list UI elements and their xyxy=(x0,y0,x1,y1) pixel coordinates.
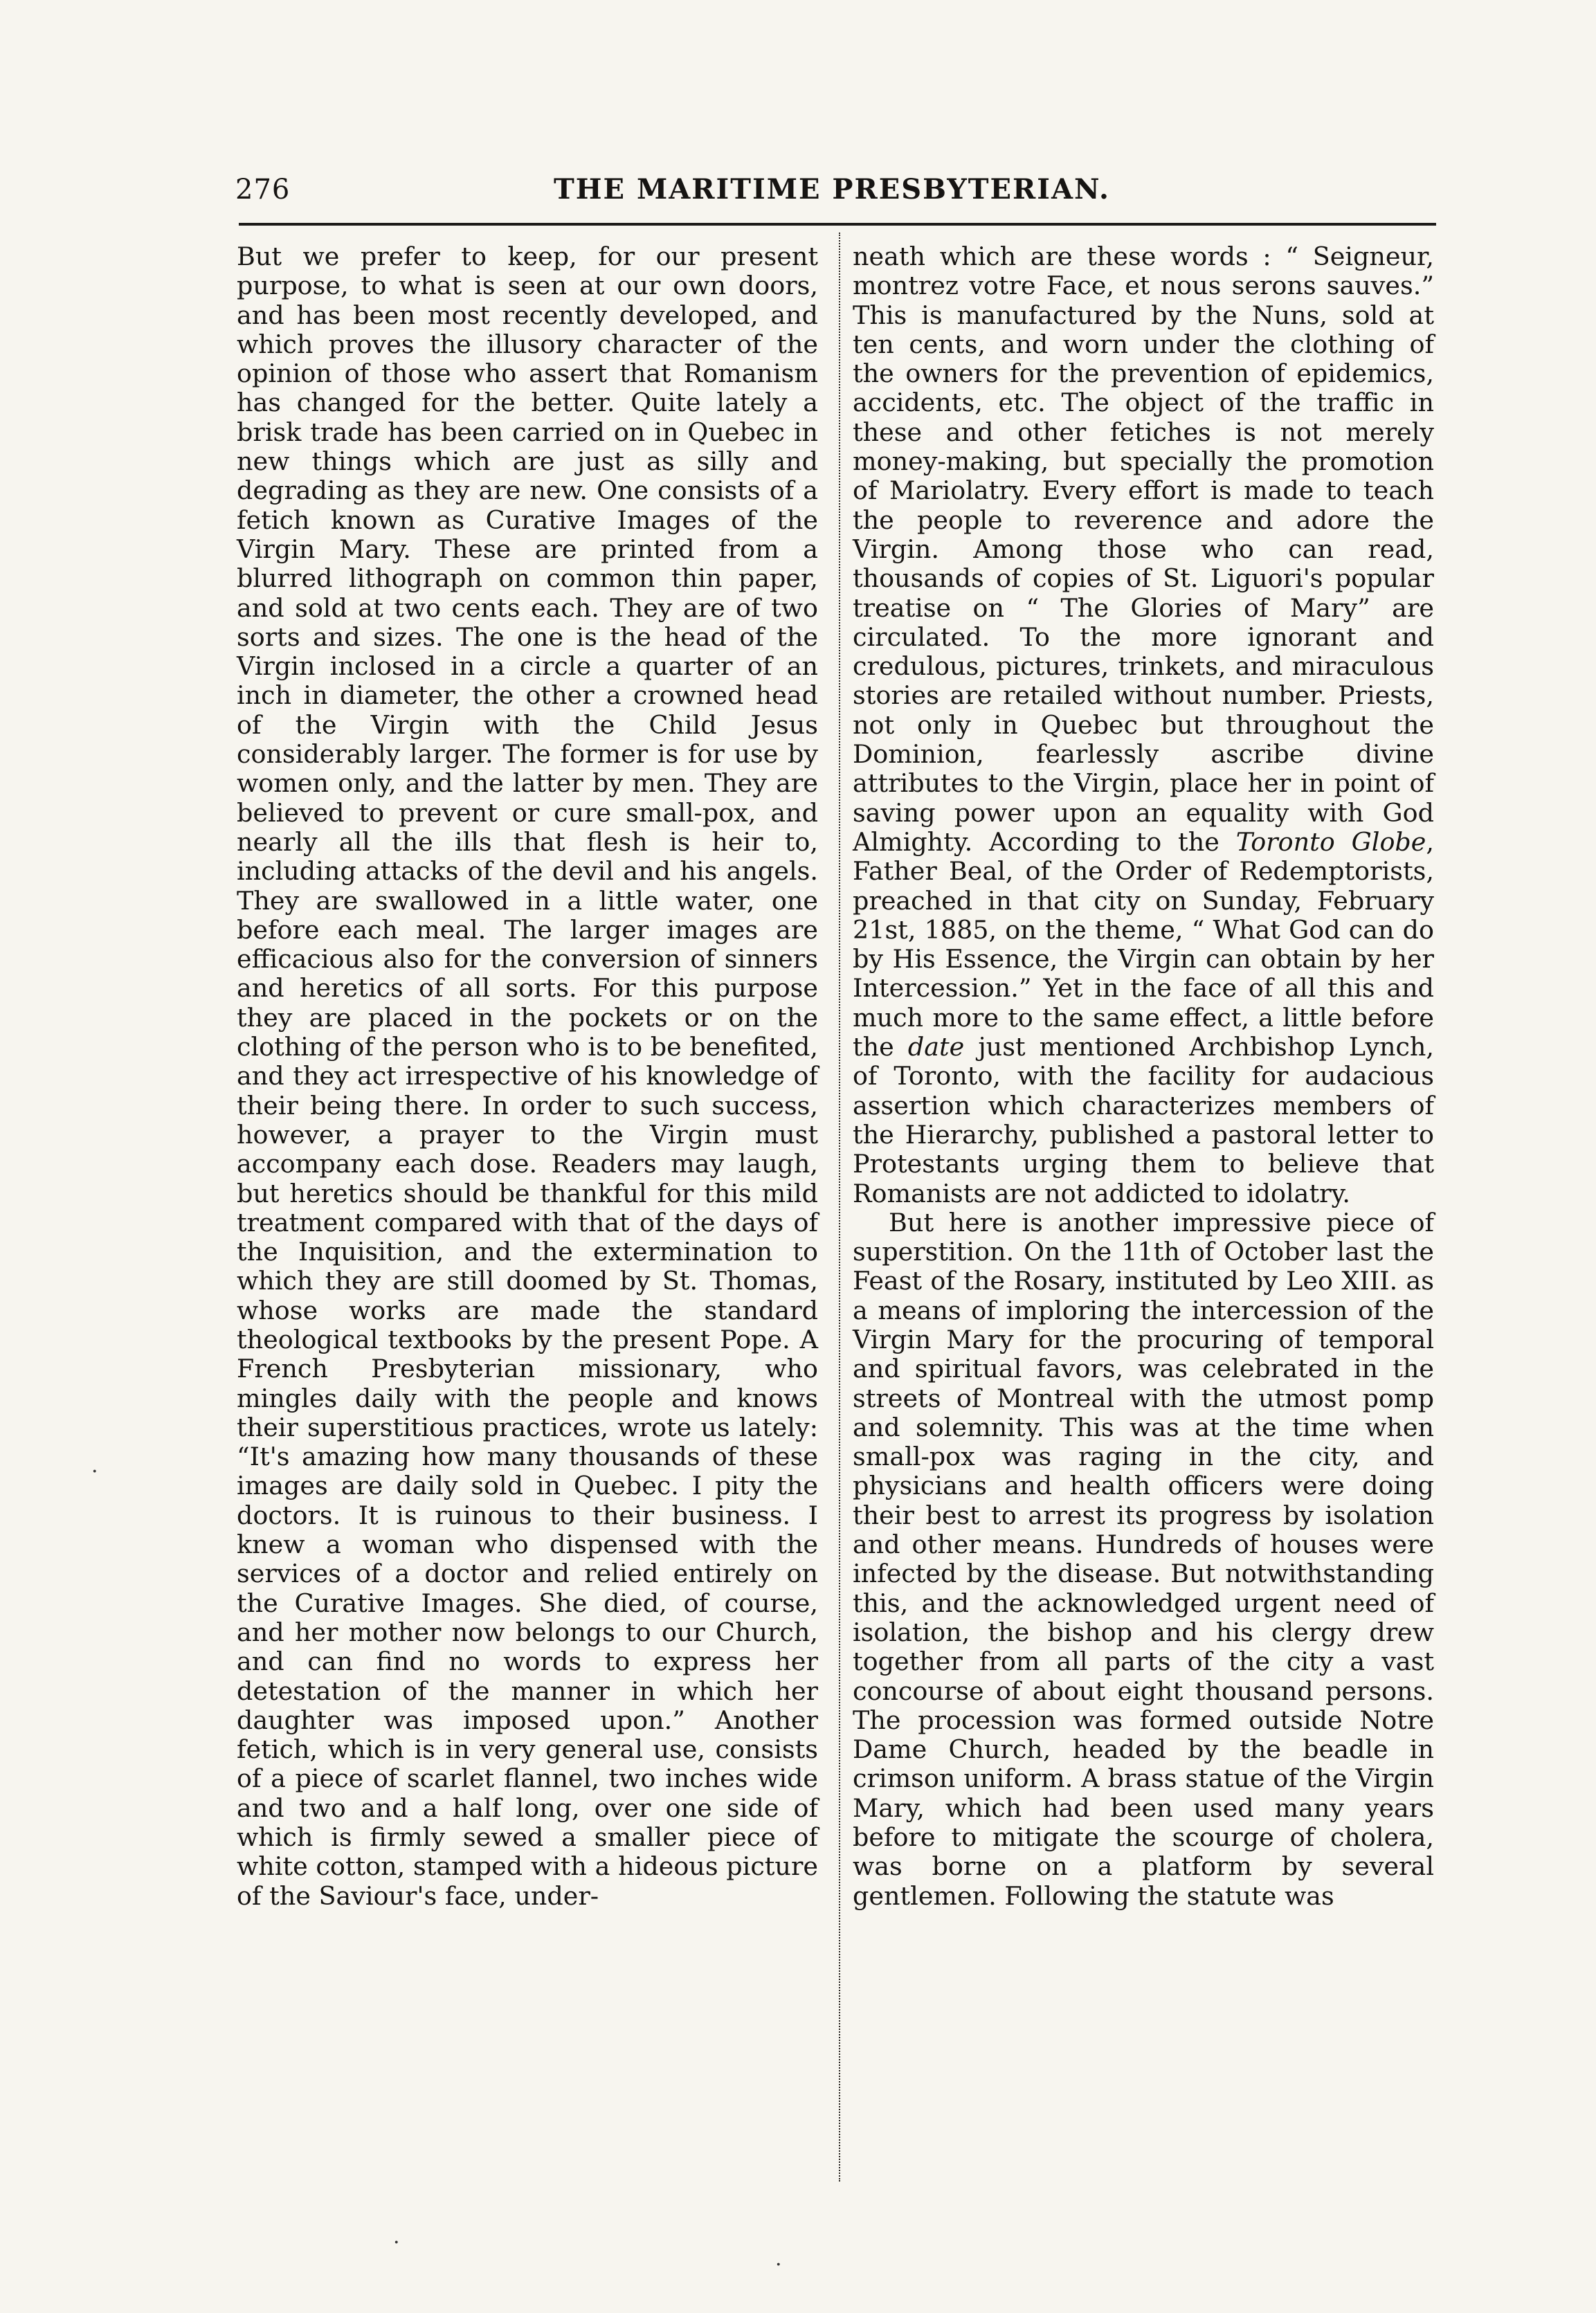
right-paragraph-1-end: just mentioned Archbishop Lynch, of Toronto, with the facility for audacious assertion which characterizes members of the Hierarchy, published a pastoral letter to Protestants urging them to believe that Romanists are not addicted to idolatry. xyxy=(853,1032,1434,1208)
newspaper-title: Toronto Globe xyxy=(1235,826,1426,857)
stray-dot-mark: · xyxy=(393,2231,400,2255)
right-column xyxy=(853,242,1434,1911)
right-paragraph-1-continued: , Father Beal, of the Order of Redemptorists, preached in that city on Sunday, February 21st, 1885, on the theme, “ What God can do by His Essence, the Virgin can obtain by her Intercession.” Yet in the face of all this and much more to the same effect, a little before the xyxy=(853,826,1434,1062)
page-number: 276 xyxy=(235,174,291,206)
running-title: THE MARITIME PRESBYTERIAN. xyxy=(554,173,1110,206)
header-rule xyxy=(239,223,1436,226)
italic-date-word: date xyxy=(907,1032,965,1062)
column-divider xyxy=(839,233,840,2182)
left-column xyxy=(237,242,818,1911)
page-header xyxy=(235,172,1433,213)
stray-dot-mark: · xyxy=(775,2253,782,2277)
left-paragraph-1: But we prefer to keep, for our present purpose, to what is seen at our own doors, and has been most recently developed, and which proves the illusory character of the opinion of those who assert that Romanism has changed for the better. Quite lately a brisk trade has been carried on in Quebec in new things which are just as silly and degrading as they are new. One consists of a fetich known as Curative Images of the Virgin Mary. These are printed from a blurred lithograph on common thin paper, and sold at two cents each. They are of two sorts and sizes. The one is the head of the Virgin inclosed in a circle a quarter of an inch in diameter, the other a crowned head of the Virgin with the Child Jesus considerably larger. The former is for use by women only, and the latter by men. They are believed to prevent or cure small-pox, and nearly all the ills that flesh is heir to, including attacks of the devil and his angels. They are swallowed in a little water, one before each meal. The larger images are efficacious also for the conversion of sinners and heretics of all sorts. For this purpose they are placed in the pockets or on the clothing of the person who is to be benefited, and they act irrespective of his knowledge of their being there. In order to such success, however, a prayer to the Virgin must accompany each dose. Readers may laugh, but heretics should be thankful for this mild treatment compared with that of the days of the Inquisition, and the extermination to which they are still doomed by St. Thomas, whose works are made the standard theological textbooks by the present Pope. A French Presbyterian missionary, who mingles daily with the people and knows their superstitious practices, wrote us lately: “It's amazing how many thousands of these images are daily sold in Quebec. I pity the doctors. It is ruinous to their business. I knew a woman who dispensed with the services of a doctor and relied entirely on the Curative Images. She died, of course, and her mother now belongs to our Church, and can find no words to express her detestation of the manner in which her daughter was imposed upon.” Another fetich, which is in very general use, consists of a piece of scarlet flannel, two inches wide and two and a half long, over one side of which is firmly sewed a smaller piece of white cotton, stamped with a hideous picture of the Saviour's face, under- xyxy=(237,242,818,1911)
right-paragraph-1-text: neath which are these words : “ Seigneur, montrez votre Face, et nous serons sauves.” This is manufactured by the Nuns, sold at ten cents, and worn under the clothing of the owners for the prevention of epidemics, accidents, etc. The object of the traffic in these and other fetiches is not merely money-making, but specially the promotion of Mariolatry. Every effort is made to teach the people to reverence and adore the Virgin. Among those who can read, thousands of copies of St. Liguori's popular treatise on “ The Glories of Mary” are circulated. To the more ignorant and credulous, pictures, trinkets, and miraculous stories are retailed without number. Priests, not only in Quebec but throughout the Dominion, fearlessly ascribe divine attributes to the Virgin, place her in point of saving power upon an equality with God Almighty. According to the xyxy=(853,242,1434,857)
right-paragraph-1 xyxy=(853,242,1434,1208)
stray-dot-mark: · xyxy=(91,1460,98,1484)
right-paragraph-2: But here is another impressive piece of superstition. On the 11th of October last the Feast of the Rosary, instituted by Leo XIII. as a means of imploring the intercession of the Virgin Mary for the procuring of temporal and spiritual favors, was celebrated in the streets of Montreal with the utmost pomp and solemnity. This was at the time when small-pox was raging in the city, and physicians and health officers were doing their best to arrest its progress by isolation and other means. Hundreds of houses were infected by the disease. But notwithstanding this, and the acknowledged urgent need of isolation, the bishop and his clergy drew together from all parts of the city a vast concourse of about eight thousand persons. The procession was formed outside Notre Dame Church, headed by the beadle in crimson uniform. A brass statue of the Virgin Mary, which had been used many years before to mitigate the scourge of cholera, was borne on a platform by several gentlemen. Following the statute was xyxy=(853,1207,1434,1911)
